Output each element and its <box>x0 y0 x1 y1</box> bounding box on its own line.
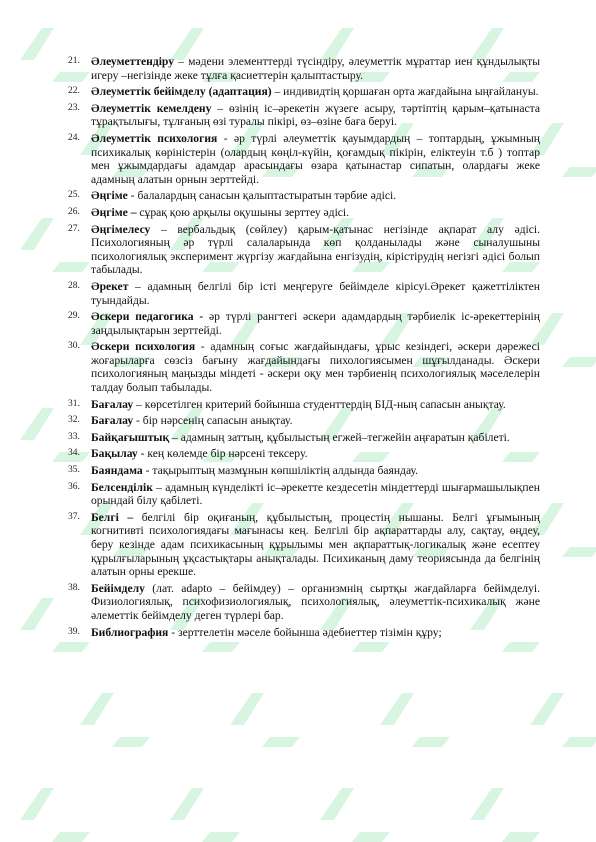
watermark-mark <box>20 788 90 842</box>
entry-term: Әңгіме – <box>91 205 137 219</box>
glossary-entry <box>70 431 540 445</box>
glossary-entry <box>70 102 540 129</box>
entry-number: 22. <box>68 86 80 97</box>
entry-number: 27. <box>68 223 80 234</box>
glossary-entry <box>70 481 540 508</box>
glossary-list <box>70 55 540 642</box>
glossary-entry <box>70 414 540 428</box>
entry-definition: – өзінің іс–әрекетін жүзеге асыру, тәртіптің қарым–қатынаста тұрақтылығы, тұлғаның өзі туралы пікірі, өз–өзіне баға беруі. <box>91 101 540 129</box>
entry-term: Бағалау <box>91 414 134 428</box>
entry-number: 29. <box>68 311 80 322</box>
entry-term: Белгі – <box>91 510 134 524</box>
entry-definition: – индивидтің қоршаған орта жағдайына ыңғайлануы. <box>271 85 539 99</box>
watermark-mark <box>380 693 450 747</box>
entry-definition: - бір нәрсенің сапасын анықтау. <box>133 414 293 428</box>
entry-number: 21. <box>68 56 80 66</box>
entry-number: 34. <box>68 448 80 459</box>
glossary-entry <box>70 447 540 461</box>
entry-definition: - кең көлемде бір нәрсені тексеру. <box>137 447 308 461</box>
entry-definition: (лат. adapto – бейімдеу) – организмнің сыртқы жағдайларға бейімделуі. Физиологиялық, психофизиологиялық, психологиялық, әлеуметтік-психикалық және әлеметтік бейімделу деген түрлері бар. <box>91 581 540 622</box>
entry-number: 32. <box>68 415 80 426</box>
glossary-entry <box>70 223 540 277</box>
entry-definition: – вербальдық (сөйлеу) қарым-қатынас негізінде ақпарат алу әдісі. Психологияның әр түрлі салаларында көп қолданылады және сыналушыны психологиялық эксперимент жүргізу жағдайына енгізудің, кірістірудің негізгі әдісі болып табылады. <box>91 222 540 277</box>
glossary-entry <box>70 189 540 203</box>
entry-term: Әрекет <box>91 279 129 293</box>
entry-number: 31. <box>68 398 80 409</box>
entry-definition: әр түрлі рангтегі әскери адамдардың тәрбиелік іс-әрекеттерінің заңдылықтарын зерттейді. <box>91 310 540 337</box>
entry-term: Бағалау <box>91 397 134 411</box>
watermark-mark <box>320 788 390 842</box>
entry-definition: - адамның соғыс жағдайындағы, ұрыс кезіндегі, әскери дәрежесі жоғарыларға сөзсіз бағыну жағдайындағы пихологиясымен шұғылданады. Әскери психологияның маңызды міндеті - әскери оқу мен тәрбиенің психологиялық мәселелерін талдау болып табылады. <box>91 340 540 395</box>
entry-number: 38. <box>68 582 80 593</box>
entry-number: 35. <box>68 465 80 476</box>
entry-definition: - әр түрлі әлеуметтік қауымдардың – топтардың, ұжымның психикалық көріністерін (олардың көңіл-күйін, қоғамдық пікірін, еліктеуін т.б ) топтар мен ұжымдардағы адамдар арасындағы өзара қатынастар сипатын, олардағы жеке адамның алатын орнын зерттейді. <box>91 131 541 186</box>
entry-term: Әңгімелесу <box>91 222 151 236</box>
entry-definition: - тақырыптың мазмұнын көпшіліктің алдында баяндау. <box>142 464 419 478</box>
entry-number: 37. <box>68 511 80 522</box>
entry-term: Баяндама <box>91 464 143 478</box>
entry-term: Әскери педагогика - <box>91 310 204 324</box>
entry-term: Библиография <box>91 625 169 639</box>
entry-term: Әлеуметтік бейімделу (адаптация) <box>91 85 272 99</box>
watermark-mark <box>470 788 540 842</box>
watermark-mark <box>230 693 300 747</box>
entry-number: 26. <box>68 206 80 217</box>
glossary-entry <box>70 206 540 220</box>
entry-number: 30. <box>68 341 80 352</box>
entry-term: Әлеуметтік кемелдену <box>91 101 212 115</box>
watermark-mark <box>80 693 150 747</box>
entry-definition: – көрсетілген критерий бойынша студенттердің БІД-ның сапасын анықтау. <box>133 397 506 411</box>
watermark-mark <box>170 788 240 842</box>
entry-term: Белсенділік <box>91 480 153 494</box>
glossary-entry <box>70 55 540 82</box>
glossary-entry <box>70 310 540 337</box>
entry-number: 25. <box>68 190 80 201</box>
entry-definition: - зерттелетін мәселе бойынша әдебиеттер тізімін құру; <box>168 625 442 639</box>
glossary-entry <box>70 582 540 623</box>
entry-number: 24. <box>68 132 80 143</box>
entry-number: 23. <box>68 102 80 113</box>
entry-definition: – мәдени элементтерді түсіндіру, әлеуметтік мұраттар иен құндылықты игеру –негізінде жеке тұлға қасиеттерін қалыптастыру. <box>91 55 540 82</box>
glossary-entry <box>70 85 540 99</box>
entry-definition: белгілі бір оқиғаның, құбылыстың, процестің нышаны. Белгі ұғымының когнитивті психологиядағы мағынасы кең. Белгілі бір ақпараттарды алу, сақтау, өңдеу, беру кезінде адам психикасының құрылымы мен ақпараттық-логикалық және есептеу құрылғыларының ұқсастықтары анықталады. Психиканың даму теориясында да белгінің алатын орны ерекше. <box>91 510 540 579</box>
entry-term: Әлеуметтік психология <box>91 131 218 145</box>
glossary-entry <box>70 626 540 640</box>
watermark-mark <box>530 693 596 747</box>
entry-number: 39. <box>68 626 80 637</box>
entry-number: 36. <box>68 481 80 492</box>
entry-term: Байқағыштық <box>91 430 170 444</box>
entry-term: Әлеуметтендіру <box>91 55 175 68</box>
entry-definition: – адамның күнделікті іс–әрекетте кездесетін міндеттерді шығармашылықпен орындай білу қабілеті. <box>91 480 540 508</box>
glossary-entry <box>70 464 540 478</box>
glossary-entry <box>70 398 540 412</box>
entry-term: Әскери психология <box>91 340 196 354</box>
entry-term: Бақылау <box>91 447 138 461</box>
entry-number: 28. <box>68 280 80 291</box>
entry-definition: сұрақ қою арқылы оқушыны зерттеу әдісі. <box>136 205 350 219</box>
entry-term: Бейімделу <box>91 581 145 595</box>
glossary-entry <box>70 511 540 579</box>
entry-number: 33. <box>68 431 80 442</box>
glossary-entry <box>70 132 540 186</box>
entry-definition: – адамның белгілі бір істі меңгеруге бейімделе кірісуі.Әрекет қажеттіліктен туындайды. <box>91 279 540 307</box>
glossary-entry <box>70 340 540 394</box>
entry-definition: – адамның заттың, құбылыстың егжей–тегжейін аңғаратын қабілеті. <box>169 430 510 444</box>
entry-term: Әңгіме <box>91 189 128 203</box>
entry-definition: - балалардың санасын қалыптастыратын тәрбие әдісі. <box>127 189 397 203</box>
glossary-entry <box>70 280 540 307</box>
